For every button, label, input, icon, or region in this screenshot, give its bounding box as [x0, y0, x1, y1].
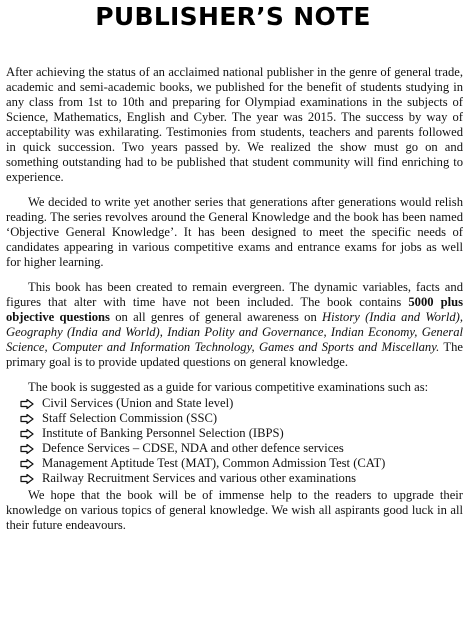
arrow-bullet-icon [20, 411, 36, 426]
list-item [20, 441, 463, 456]
list-item-label: Civil Services (Union and State level) [42, 396, 234, 410]
paragraph-closing: We hope that the book will be of immense help to the readers to upgrade their knowledge on various topics of general knowledge. We wish all aspirants good luck in all their future endeavours. [6, 488, 463, 532]
list-item [20, 426, 463, 441]
list-item [20, 456, 463, 471]
document-body [6, 65, 463, 533]
page-title: PUBLISHER’S NOTE [95, 2, 371, 31]
highlight-question-count: 5000 plus objective questions [6, 295, 463, 324]
paragraph-exam-guide: The book is suggested as a guide for various competitive examinations such as: [28, 380, 429, 394]
paragraph-book-contents [6, 280, 463, 370]
list-item-label: Railway Recruitment Services and various other examinations [42, 471, 357, 485]
arrow-bullet-icon [20, 396, 36, 411]
arrow-bullet-icon [20, 471, 36, 486]
arrow-bullet-icon [20, 441, 36, 456]
arrow-bullet-icon [20, 456, 36, 471]
arrow-bullet-icon [20, 426, 36, 441]
paragraph-text: The primary goal is to provide updated questions on general knowledge. [6, 340, 463, 369]
exam-list [6, 396, 463, 486]
paragraph-text: on all genres of general awareness on [109, 310, 323, 324]
subject-list: History (India and World), Geography (India and World), Indian Polity and Governance, Indian Economy, General Science, Computer and Information Technology, Games and Sports and Miscellany. [6, 310, 463, 354]
list-item-label: Staff Selection Commission (SSC) [42, 411, 218, 425]
list-item-label: Management Aptitude Test (MAT), Common Admission Test (CAT) [42, 456, 386, 470]
paragraph-text: This book has been created to remain evergreen. The dynamic variables, facts and figures that alter with time have not been included. The book contains [6, 280, 463, 309]
list-item [20, 471, 463, 486]
list-item-label: Defence Services – CDSE, NDA and other defence services [42, 441, 344, 455]
paragraph-series: We decided to write yet another series that generations after generations would relish reading. The series revolves around the General Knowledge and the book has been named ‘Objective General Knowledge’. It has been designed to meet the specific needs of candidates appearing in various competitive exams and entrance exams for jobs as well for higher learning. [6, 195, 463, 269]
list-item [20, 396, 463, 411]
paragraph-intro: After achieving the status of an acclaimed national publisher in the genre of general trade, academic and semi-academic books, we published for the benefit of students studying in any class from 1st to 10th and preparing for Olympiad examinations in the subjects of Science, Mathematics, English and Cyber. The year was 2015. The success by way of acceptability was exhilarating. Testimonies from students, teachers and parents followed in quick succession. Two years passed by. We realized the show must go on and something outstanding had to be published that student community will find enriching to experience. [6, 65, 463, 184]
list-item [20, 411, 463, 426]
list-item-label: Institute of Banking Personnel Selection (IBPS) [42, 426, 284, 440]
